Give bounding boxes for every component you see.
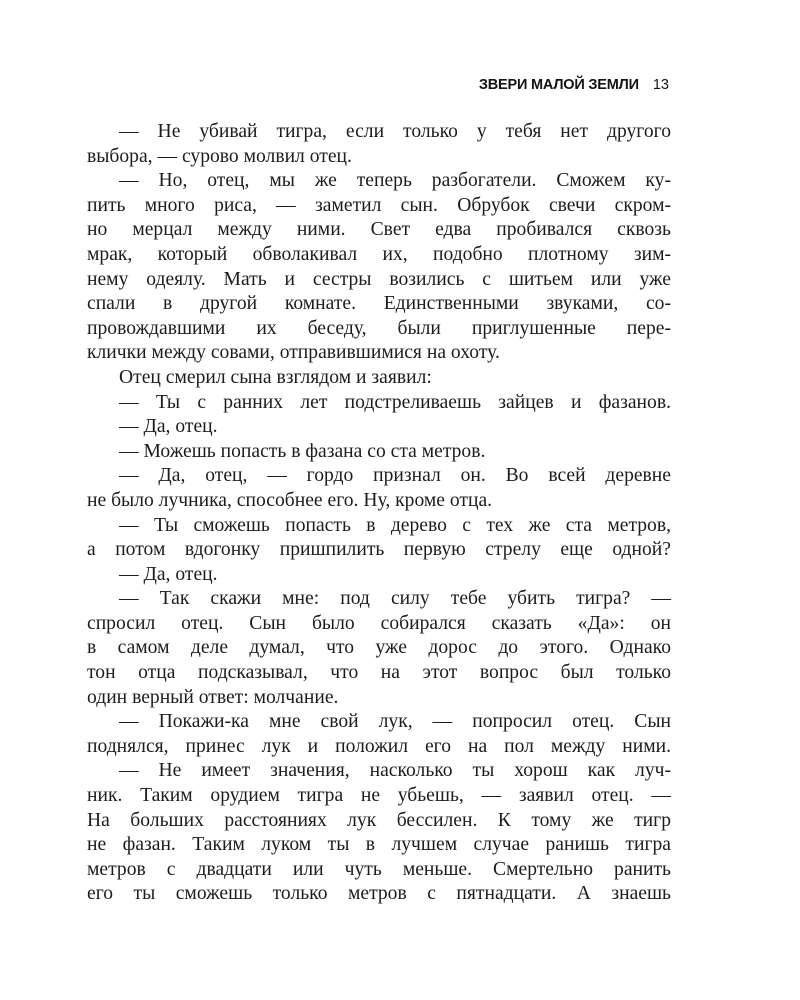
text-line: — Да, отец. xyxy=(119,416,218,438)
text-line: его ты сможешь только метров с пятнадцати. А знаешь xyxy=(87,883,671,905)
text-line: а потом вдогонку пришпилить первую стрелу еще одной? xyxy=(87,539,671,561)
text-line: На больших расстояниях лук бессилен. К тому же тигр xyxy=(87,809,671,831)
text-line: не фазан. Таким луком ты в лучшем случае ранишь тигра xyxy=(87,834,671,856)
text-line: выбора, — сурово молвил отец. xyxy=(87,145,352,167)
text-line: — Не имеет значения, насколько ты хорош как луч- xyxy=(119,760,671,782)
text-line: — Можешь попасть в фазана со ста метров. xyxy=(119,440,486,462)
text-line: мрак, который обволакивал их, подобно плотному зим- xyxy=(87,243,671,265)
text-line: но мерцал между ними. Свет едва пробивался сквозь xyxy=(87,219,671,241)
text-line: тон отца подсказывал, что на этот вопрос был только xyxy=(87,662,671,684)
text-line: — Ты с ранних лет подстреливаешь зайцев и фазанов. xyxy=(119,391,671,413)
text-line: клички между совами, отправившимися на охоту. xyxy=(87,342,500,364)
text-line: провождавшими их беседу, были приглушенные пере- xyxy=(87,317,671,339)
page-number: 13 xyxy=(652,77,669,93)
text-line: — Да, отец, — гордо признал он. Во всей деревне xyxy=(119,465,671,487)
text-line: спросил отец. Сын было собирался сказать «Да»: он xyxy=(87,612,671,634)
text-line: — Так скажи мне: под силу тебе убить тигра? — xyxy=(119,588,671,610)
text-line: в самом деле думал, что уже дорос до этого. Однако xyxy=(87,637,671,659)
text-line: метров с двадцати или чуть меньше. Смертельно ранить xyxy=(87,858,671,880)
body-text xyxy=(87,120,671,907)
text-line: нему одеялу. Мать и сестры возились с шитьем или уже xyxy=(87,268,671,290)
text-line: спали в другой комнате. Единственными звуками, со- xyxy=(87,293,671,315)
text-line: Отец смерил сына взглядом и заявил: xyxy=(119,366,432,388)
text-line: — Не убивай тигра, если только у тебя нет другого xyxy=(119,121,671,142)
text-line: пить много риса, — заметил сын. Обрубок свечи скром- xyxy=(87,194,671,216)
text-line: — Но, отец, мы же теперь разбогатели. Сможем ку- xyxy=(119,170,671,192)
running-head-title: ЗВЕРИ МАЛОЙ ЗЕМЛИ xyxy=(478,77,639,93)
text-line: — Да, отец. xyxy=(119,563,218,585)
running-head xyxy=(479,77,669,97)
text-line: — Покажи-ка мне свой лук, — попросил отец. Сын xyxy=(119,711,671,733)
text-line: ник. Таким орудием тигра не убьешь, — заявил отец. — xyxy=(87,785,671,807)
text-line: — Ты сможешь попасть в дерево с тех же ста метров, xyxy=(119,514,671,536)
text-line: не было лучника, способнее его. Ну, кроме отца. xyxy=(87,489,493,511)
text-line: один верный ответ: молчание. xyxy=(87,686,339,708)
text-line: поднялся, принес лук и положил его на пол между ними. xyxy=(87,735,671,757)
